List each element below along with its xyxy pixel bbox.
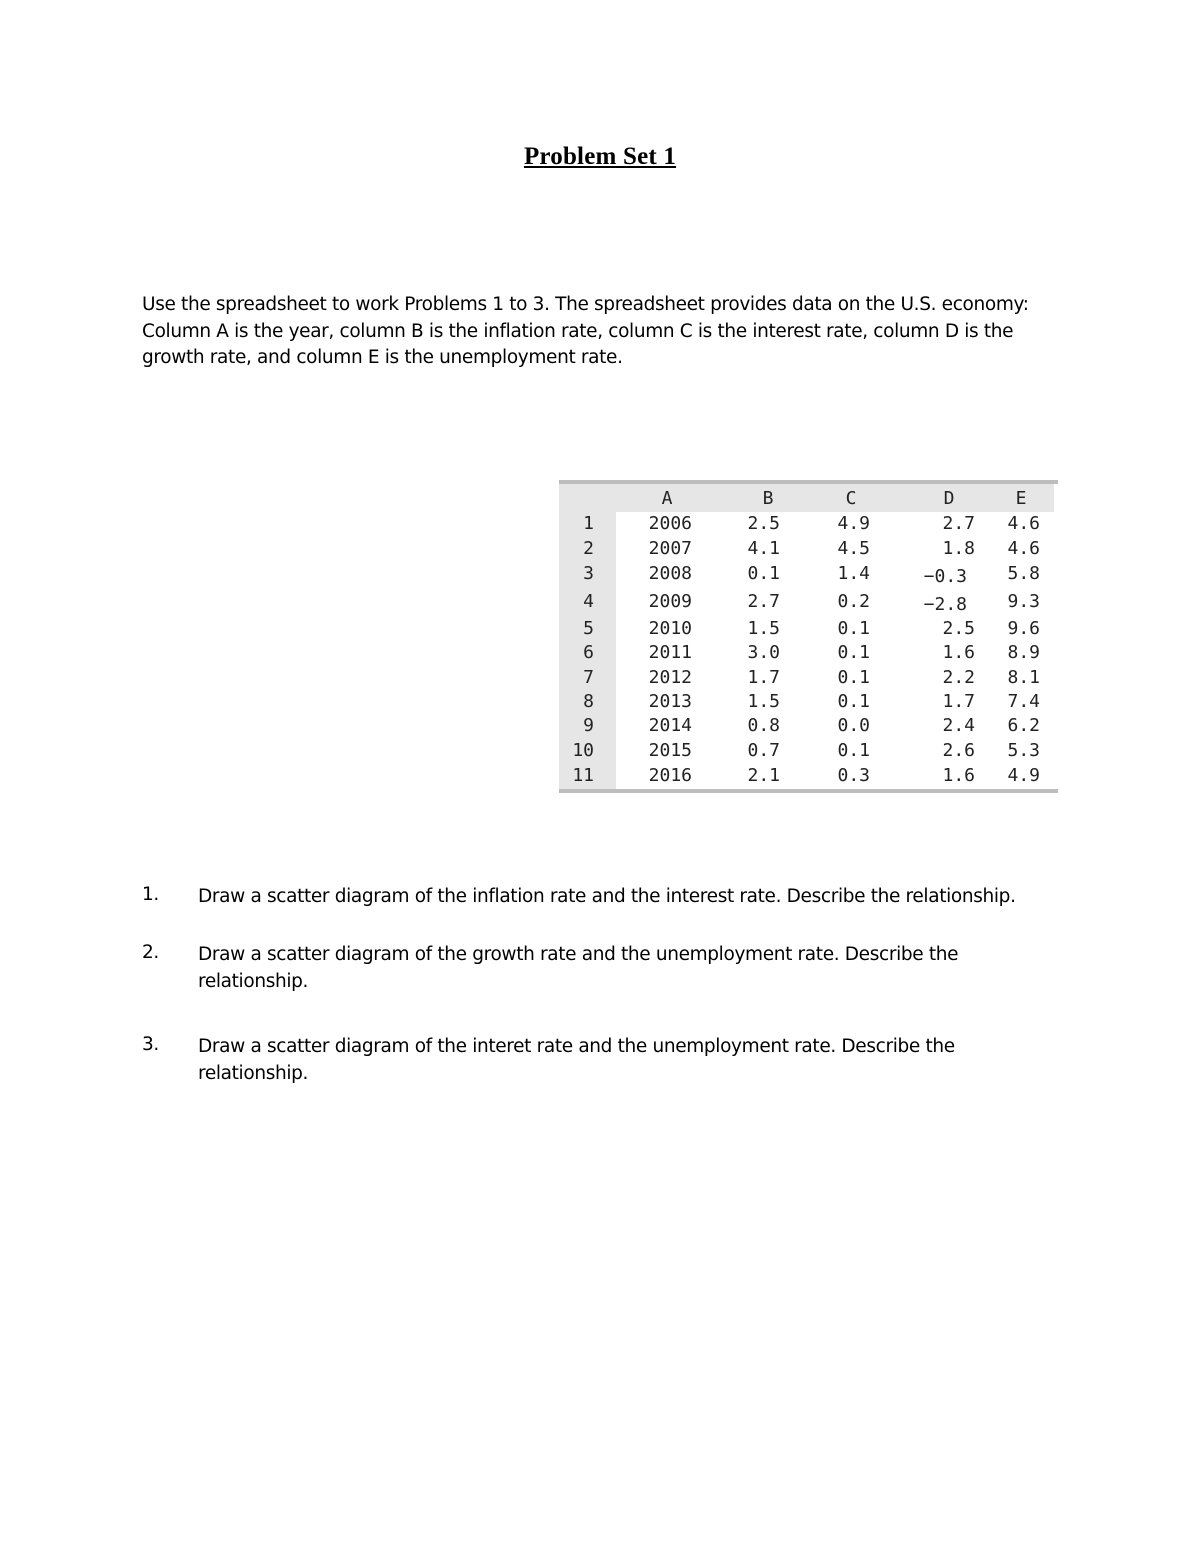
column-header-c: C xyxy=(845,488,857,509)
cell-inflation-rate: 0.7 xyxy=(747,740,780,761)
cell-inflation-rate: 1.7 xyxy=(747,667,780,688)
cell-year: 2016 xyxy=(648,765,692,786)
cell-unemployment-rate: 8.9 xyxy=(1007,642,1040,663)
row-number: 8 xyxy=(583,691,594,712)
problem-text: Draw a scatter diagram of the interet rate and the unemployment rate. Describe the relationship. xyxy=(198,1036,955,1084)
cell-unemployment-rate: 4.6 xyxy=(1007,538,1040,559)
cell-interest-rate: 0.3 xyxy=(837,765,870,786)
cell-growth-rate: 2.2 xyxy=(942,667,975,688)
problem-text: Draw a scatter diagram of the growth rate and the unemployment rate. Describe the relationship. xyxy=(198,944,959,992)
cell-unemployment-rate: 8.1 xyxy=(1007,667,1040,688)
cell-year: 2015 xyxy=(648,740,692,761)
row-number: 9 xyxy=(583,715,594,736)
cell-interest-rate: 4.9 xyxy=(837,513,870,534)
intro-paragraph: Use the spreadsheet to work Problems 1 to 3. The spreadsheet provides data on the U.S. economy: Column A is the year, column B is the inflation rate, column C is the interest rate, column D is the growth rate, and column E is the unemployment rate. xyxy=(142,294,1029,368)
problem-number: 2. xyxy=(142,942,159,963)
cell-growth-rate: 2.6 xyxy=(942,740,975,761)
cell-interest-rate: 0.1 xyxy=(837,667,870,688)
cell-growth-rate: 2.7 xyxy=(942,513,975,534)
cell-growth-rate: −0.3 xyxy=(923,566,967,587)
cell-inflation-rate: 0.8 xyxy=(747,715,780,736)
cell-year: 2010 xyxy=(648,618,692,639)
row-number: 1 xyxy=(583,513,594,534)
cell-unemployment-rate: 9.3 xyxy=(1007,591,1040,612)
cell-growth-rate: 2.5 xyxy=(942,618,975,639)
cell-growth-rate: 1.8 xyxy=(942,538,975,559)
cell-inflation-rate: 2.5 xyxy=(747,513,780,534)
cell-interest-rate: 4.5 xyxy=(837,538,870,559)
cell-inflation-rate: 1.5 xyxy=(747,618,780,639)
cell-unemployment-rate: 5.8 xyxy=(1007,563,1040,584)
row-number: 10 xyxy=(572,740,594,761)
cell-inflation-rate: 3.0 xyxy=(747,642,780,663)
cell-interest-rate: 0.1 xyxy=(837,740,870,761)
cell-year: 2008 xyxy=(648,563,692,584)
cell-unemployment-rate: 7.4 xyxy=(1007,691,1040,712)
cell-unemployment-rate: 9.6 xyxy=(1007,618,1040,639)
problem-text: Draw a scatter diagram of the inflation rate and the interest rate. Describe the relationship. xyxy=(198,886,1016,907)
cell-inflation-rate: 2.7 xyxy=(747,591,780,612)
cell-interest-rate: 0.0 xyxy=(837,715,870,736)
cell-year: 2006 xyxy=(648,513,692,534)
cell-unemployment-rate: 6.2 xyxy=(1007,715,1040,736)
row-number: 7 xyxy=(583,667,594,688)
cell-unemployment-rate: 4.9 xyxy=(1007,765,1040,786)
cell-inflation-rate: 1.5 xyxy=(747,691,780,712)
cell-interest-rate: 0.2 xyxy=(837,591,870,612)
cell-inflation-rate: 2.1 xyxy=(747,765,780,786)
column-header-d: D xyxy=(943,488,955,509)
cell-year: 2012 xyxy=(648,667,692,688)
cell-year: 2013 xyxy=(648,691,692,712)
cell-interest-rate: 1.4 xyxy=(837,563,870,584)
problem-number: 1. xyxy=(142,884,159,905)
cell-interest-rate: 0.1 xyxy=(837,642,870,663)
column-header-e: E xyxy=(1015,488,1027,509)
cell-growth-rate: 2.4 xyxy=(942,715,975,736)
cell-interest-rate: 0.1 xyxy=(837,691,870,712)
cell-year: 2007 xyxy=(648,538,692,559)
cell-unemployment-rate: 5.3 xyxy=(1007,740,1040,761)
cell-interest-rate: 0.1 xyxy=(837,618,870,639)
problem-number: 3. xyxy=(142,1034,159,1055)
row-number: 6 xyxy=(583,642,594,663)
cell-year: 2011 xyxy=(648,642,692,663)
column-header-row xyxy=(559,484,1054,512)
cell-growth-rate: 1.6 xyxy=(942,765,975,786)
spreadsheet-table xyxy=(559,480,1058,793)
cell-year: 2009 xyxy=(648,591,692,612)
row-number: 3 xyxy=(583,563,594,584)
cell-growth-rate: −2.8 xyxy=(923,594,967,615)
page-title: Problem Set 1 xyxy=(523,143,677,170)
column-header-a: A xyxy=(661,488,673,509)
cell-inflation-rate: 4.1 xyxy=(747,538,780,559)
row-number: 4 xyxy=(583,591,594,612)
row-number: 11 xyxy=(572,765,594,786)
row-number: 2 xyxy=(583,538,594,559)
cell-growth-rate: 1.6 xyxy=(942,642,975,663)
cell-growth-rate: 1.7 xyxy=(942,691,975,712)
cell-unemployment-rate: 4.6 xyxy=(1007,513,1040,534)
column-header-b: B xyxy=(762,488,774,509)
cell-year: 2014 xyxy=(648,715,692,736)
cell-inflation-rate: 0.1 xyxy=(747,563,780,584)
row-number: 5 xyxy=(583,618,594,639)
